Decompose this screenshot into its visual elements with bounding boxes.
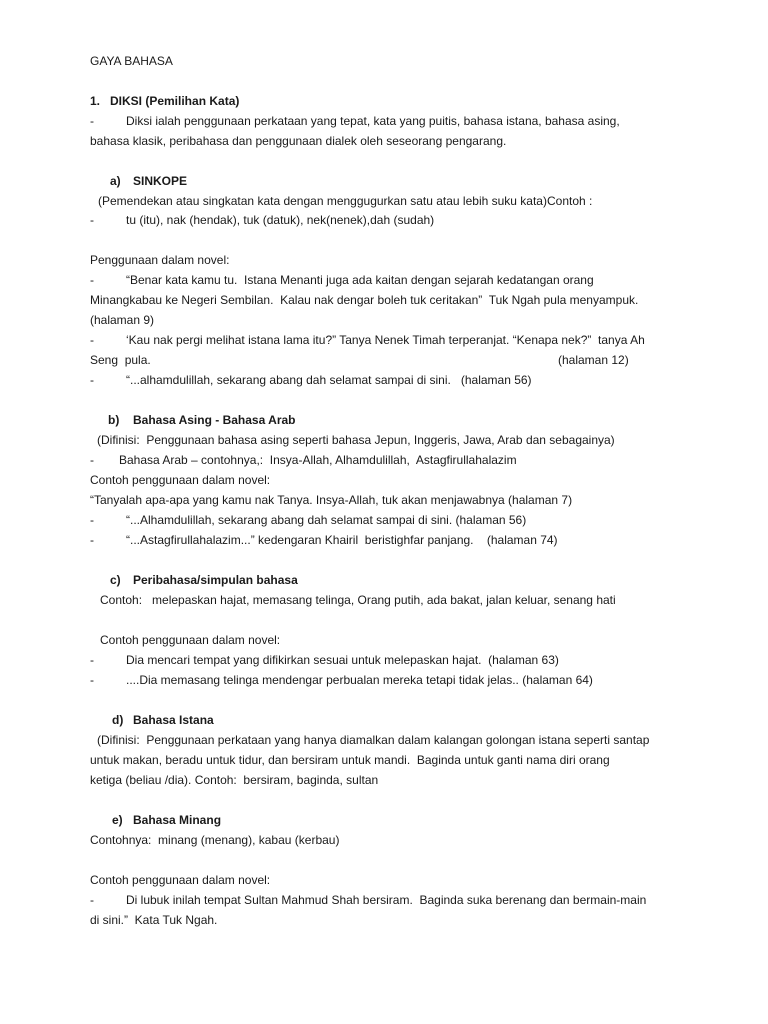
subsection-a-quote-2-page: (halaman 12) bbox=[558, 353, 629, 367]
subsection-d-line-2: untuk makan, beradu untuk tidur, dan bersiram untuk mandi. Baginda untuk ganti nama diri orang bbox=[90, 753, 610, 767]
subsection-a-label: a) bbox=[110, 174, 121, 188]
section-1-heading: DIKSI (Pemilihan Kata) bbox=[110, 94, 240, 108]
subsection-b-examples: Bahasa Arab – contohnya,: Insya-Allah, Alhamdulillah, Astagfirullahalazim bbox=[119, 453, 517, 467]
bullet-dash: - bbox=[90, 673, 94, 687]
subsection-e-examples: Contohnya: minang (menang), kabau (kerbau) bbox=[90, 833, 340, 847]
subsection-c-quote-1: Dia mencari tempat yang difikirkan sesuai untuk melepaskan hajat. (halaman 63) bbox=[126, 653, 559, 667]
section-1-text-line-1: Diksi ialah penggunaan perkataan yang tepat, kata yang puitis, bahasa istana, bahasa asing, bbox=[126, 114, 620, 128]
subsection-e-usage-heading: Contoh penggunaan dalam novel: bbox=[90, 873, 271, 887]
subsection-d-label: d) bbox=[112, 713, 124, 727]
subsection-c-heading: Peribahasa/simpulan bahasa bbox=[133, 573, 298, 587]
section-1-number: 1. bbox=[90, 94, 101, 108]
bullet-dash: - bbox=[90, 333, 94, 347]
subsection-b-quote-2: “...Alhamdulillah, sekarang abang dah selamat sampai di sini. (halaman 56) bbox=[126, 513, 527, 527]
bullet-dash: - bbox=[90, 273, 94, 287]
subsection-e-quote-1-line-1: Di lubuk inilah tempat Sultan Mahmud Shah bersiram. Baginda suka berenang dan bermain-main bbox=[126, 893, 647, 907]
subsection-a-quote-2-line-2: Seng pula. bbox=[90, 353, 151, 367]
subsection-d-line-1: (Difinisi: Penggunaan perkataan yang hanya diamalkan dalam kalangan golongan istana seperti santap bbox=[97, 733, 650, 747]
subsection-e-quote-1-line-2: di sini.” Kata Tuk Ngah. bbox=[90, 913, 218, 927]
subsection-a-quote-2-line-1: ‘Kau nak pergi melihat istana lama itu?” Tanya Nenek Timah terperanjat. “Kenapa nek?” tanya Ah bbox=[126, 333, 645, 347]
subsection-a-definition: (Pemendekan atau singkatan kata dengan menggugurkan satu atau lebih suku kata)Contoh : bbox=[98, 194, 593, 208]
bullet-dash: - bbox=[90, 114, 94, 128]
subsection-a-quote-1-line-3: (halaman 9) bbox=[90, 313, 155, 327]
subsection-b-heading: Bahasa Asing - Bahasa Arab bbox=[133, 413, 296, 427]
subsection-b-definition: (Difinisi: Penggunaan bahasa asing seperti bahasa Jepun, Inggeris, Jawa, Arab dan sebagainya) bbox=[97, 433, 615, 447]
subsection-e-label: e) bbox=[112, 813, 123, 827]
subsection-b-label: b) bbox=[108, 413, 120, 427]
bullet-dash: - bbox=[90, 373, 94, 387]
bullet-dash: - bbox=[90, 533, 94, 547]
bullet-dash: - bbox=[90, 513, 94, 527]
subsection-b-usage-heading: Contoh penggunaan dalam novel: bbox=[90, 473, 271, 487]
subsection-c-usage-heading: Contoh penggunaan dalam novel: bbox=[100, 633, 281, 647]
subsection-a-quote-1-line-2: Minangkabau ke Negeri Sembilan. Kalau nak dengar boleh tuk ceritakan” Tuk Ngah pula menyampuk. bbox=[90, 293, 639, 307]
subsection-d-heading: Bahasa Istana bbox=[133, 713, 214, 727]
subsection-b-quote-3: “...Astagfirullahalazim...” kedengaran Khairil beristighfar panjang. (halaman 74) bbox=[126, 533, 558, 547]
subsection-b-quote-1: “Tanyalah apa-apa yang kamu nak Tanya. Insya-Allah, tuk akan menjawabnya (halaman 7) bbox=[90, 493, 573, 507]
subsection-d-line-3: ketiga (beliau /dia). Contoh: bersiram, baginda, sultan bbox=[90, 773, 379, 787]
subsection-a-examples: tu (itu), nak (hendak), tuk (datuk), nek(nenek),dah (sudah) bbox=[126, 213, 435, 227]
bullet-dash: - bbox=[90, 893, 94, 907]
document-title: GAYA BAHASA bbox=[90, 54, 173, 68]
subsection-e-heading: Bahasa Minang bbox=[133, 813, 222, 827]
subsection-c-quote-2: ....Dia memasang telinga mendengar perbualan mereka tetapi tidak jelas.. (halaman 64) bbox=[126, 673, 593, 687]
section-1-text-line-2: bahasa klasik, peribahasa dan penggunaan dialek oleh seseorang pengarang. bbox=[90, 134, 507, 148]
bullet-dash: - bbox=[90, 213, 94, 227]
subsection-a-usage-heading: Penggunaan dalam novel: bbox=[90, 253, 230, 267]
bullet-dash: - bbox=[90, 453, 94, 467]
subsection-c-examples: Contoh: melepaskan hajat, memasang telinga, Orang putih, ada bakat, jalan keluar, senang hati bbox=[100, 593, 616, 607]
subsection-c-label: c) bbox=[110, 573, 121, 587]
subsection-a-heading: SINKOPE bbox=[133, 174, 188, 188]
subsection-a-quote-1-line-1: “Benar kata kamu tu. Istana Menanti juga ada kaitan dengan sejarah kedatangan orang bbox=[126, 273, 594, 287]
bullet-dash: - bbox=[90, 653, 94, 667]
subsection-a-quote-3: “...alhamdulillah, sekarang abang dah selamat sampai di sini. (halaman 56) bbox=[126, 373, 532, 387]
